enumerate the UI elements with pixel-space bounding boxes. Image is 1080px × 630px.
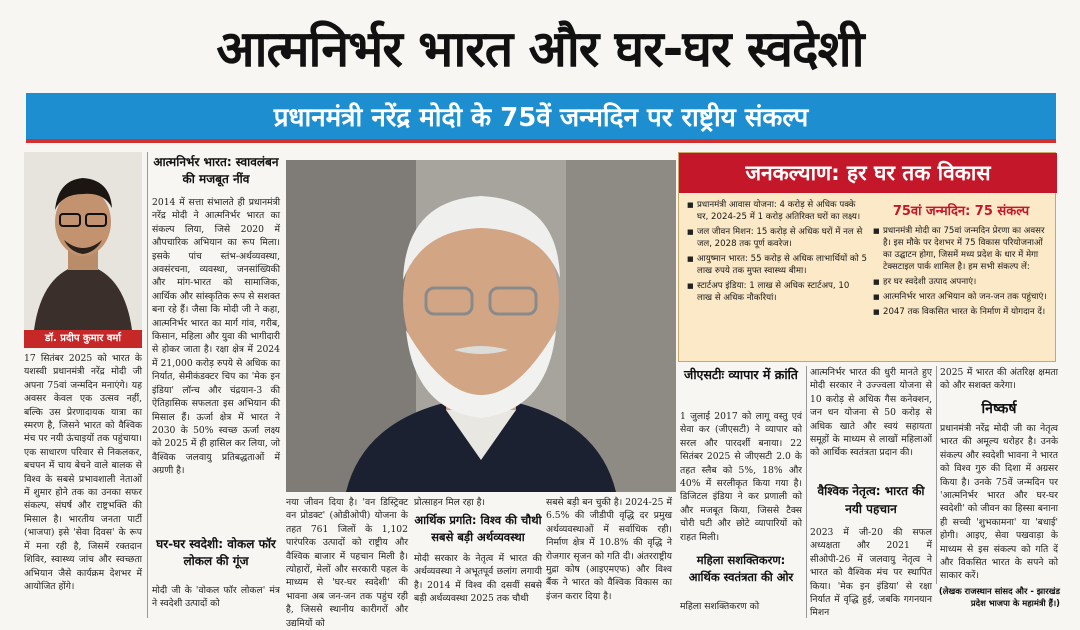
birthday-pledge-heading: 75वां जन्मदिन: 75 संकल्प — [892, 204, 1030, 219]
column-divider — [936, 366, 937, 584]
swadeshi-continued: नया जीवन दिया है। 'वन डिस्ट्रिक्ट वन प्रोडक्ट' (ओडीओपी) योजना के तहत 761 जिलों के 1,102 पारंपरिक उत्पादों को राष्ट्रीय और वैश्विक बाजार में पहचान मिली है। त्योहारों, मेलों और सरकारी पहल के माध्यम से 'घर-घर स्वदेशी' की भावना अब जन-जन तक पहुंच रही है, जिससे स्थानीय कारीगरों और उद्यमियों को — [286, 497, 408, 629]
welfare-list — [687, 199, 867, 359]
author-caption: डॉ. प्रदीप कुमार वर्मा — [24, 330, 142, 348]
sub-banner: प्रधानमंत्री नरेंद्र मोदी के 75वें जन्मदिन पर राष्ट्रीय संकल्प — [26, 93, 1056, 143]
swadeshi-body: मोदी जी के 'वोकल फॉर लोकल' मंत्र ने स्वदेशी उत्पादों को — [152, 585, 280, 610]
author-bio-column: 17 सितंबर 2025 को भारत के यशस्वी प्रधानमंत्री नरेंद्र मोदी जी अपना 75वां जन्मदिन मनाएंगे। यह अवसर केवल एक उत्सव नहीं, बल्कि उस प्रेरणादायक यात्रा का स्मरण है, जिसने भारत को वैश्विक मंच पर नयी ऊंचाइयों तक पहुंचाया। एक साधारण परिवार से निकलकर, बचपन में चाय बेचने वाले बालक से विश्व के सबसे प्रभावशाली नेताओं में शुमार होने तक का उनका सफर संकल्प, संघर्ष और राष्ट्रभक्ति की मिसाल है। भारतीय जनता पार्टी (भाजपा) इसे 'सेवा दिवस' के रूप में मना रही है, जिसमें रक्तदान शिविर, स्वास्थ्य जांच और स्वच्छता अभियान जैसे कार्यक्रम देशभर में आयोजित होंगे। — [24, 353, 142, 592]
economy-body: मोदी सरकार के नेतृत्व में भारत की अर्थव्यवस्था ने अभूतपूर्व छलांग लगायी है। 2014 में विश्व की दसवीं सबसे बड़ी अर्थव्यवस्था 2025 तक चौथी — [414, 553, 542, 605]
pledge-list — [873, 225, 1051, 359]
space-body: 2025 में भारत की अंतरिक्ष क्षमता को और सशक्त करेगा। — [940, 367, 1058, 392]
section-heading-women: महिला सशक्तिकरण: आर्थिक स्वतंत्रता की ओर — [688, 553, 794, 584]
global-body: 2023 में जी-20 की सफल अध्यक्षता और 2021 में सीओपी-26 में जलवायु नेतृत्व ने भारत को वैश्विक मंच पर स्थापित किया। 'मेक इन इंडिया' से रक्षा निर्यात में वृद्धि हुई, जबकि गगनयान मिशन — [810, 527, 932, 619]
economy-continued: सबसे बड़ी बन चुकी है। 2024-25 में 6.5% की जीडीपी वृद्धि दर प्रमुख अर्थव्यवस्थाओं में सर्वाधिक रही। निर्माण क्षेत्र में 10.8% की वृद्धि ने रोजगार सृजन को गति दी। अंतरराष्ट्रीय मुद्रा कोष (आइएमएफ) और विश्व बैंक ने भारत को वैश्विक विकास का इंजन करार दिया है। — [546, 497, 672, 602]
pm-photo — [286, 160, 676, 492]
gst-body: 1 जुलाई 2017 को लागू वस्तु एवं सेवा कर (जीएसटी) ने व्यापार को सरल और पारदर्शी बनाया। 22 सितंबर 2025 से जीएसटी 2.0 के तहत स्लैब को 5%, 18% और 40% में सरलीकृत किया गया है। डिजिटल इंडिया ने कर प्रणाली को और मजबूत किया, जिससे टैक्स चोरी घटी और छोटे व्यापारियों को राहत मिली। — [680, 411, 802, 543]
section-heading-conclusion: निष्कर्ष — [981, 401, 1017, 417]
pledge-item: ■ प्रधानमंत्री मोदी का 75वां जन्मदिन प्रेरणा का अवसर है। इस मौके पर देशभर में 75 विकास परियोजनाओं का उद्घाटन होगा, जिसमें मध्य प्रदेश के धार में मेगा टेक्सटाइल पार्क शामिल है। हम सभी संकल्प लें: — [873, 225, 1051, 273]
welfare-item: ■ जल जीवन मिशन: 15 करोड़ से अधिक घरों में नल से जल, 2028 तक पूर्ण कवरेज। — [687, 226, 867, 250]
economy-lead-in: प्रोत्साहन मिल रहा है। — [414, 497, 486, 508]
pledge-item: ■ आत्मनिर्भर भारत अभियान को जन-जन तक पहुंचाएं। — [873, 291, 1051, 303]
welfare-item: ■ प्रधानमंत्री आवास योजना: 4 करोड़ से अधिक पक्के घर, 2024-25 में 1 करोड़ अतिरिक्त घरों का लक्ष्य। — [687, 199, 867, 223]
section-heading-gst: जीएसटीः व्यापार में क्रांति — [684, 367, 798, 382]
page-headline: आत्मनिर्भर भारत और घर-घर स्वदेशी — [216, 20, 864, 78]
pledge-item: ■ हर घर स्वदेशी उत्पाद अपनाएं। — [873, 276, 1051, 288]
pm-portrait — [286, 160, 676, 492]
section-heading-atmanirbhar: आत्मनिर्भर भारत: स्वावलंबन की मजबूत नींव — [153, 155, 279, 186]
section-heading-global: वैश्विक नेतृत्व: भारत की नयी पहचान — [817, 484, 925, 516]
author-photo — [24, 152, 142, 330]
atmanirbhar-body: 2014 में सत्ता संभालते ही प्रधानमंत्री नरेंद्र मोदी ने आत्मनिर्भर भारत का संकल्प लिया, जिसे 2020 में औपचारिक अभियान का रूप मिला। इसके पांच स्तंभ-अर्थव्यवस्था, अवसंरचना, व्यवस्था, जनसांख्यिकी और मांग-भारत को सामाजिक, आर्थिक और सांस्कृतिक रूप से सशक्त बना रहे हैं। जैसा कि मोदी जी ने कहा, आत्मनिर्भर भारत का मार्ग गांव, गरीब, किसान, महिला और युवा की भागीदारी से होकर जाता है। रक्षा क्षेत्र में 2024 में 21,000 करोड़ रुपये से अधिक का निर्यात, सेमीकंडक्टर चिप का 'मेक इन इंडिया' लॉन्च और चंद्रयान-3 की ऐतिहासिक सफलता इस अभियान की मिसाल हैं। ऊर्जा क्षेत्र में भारत ने 2030 के 50% स्वच्छ ऊर्जा लक्ष्य को 2025 में ही हासिल कर लिया, जो वैश्विक जलवायु प्रतिबद्धताओं में अग्रणी है। — [152, 197, 280, 477]
author-portrait — [24, 152, 142, 330]
section-heading-swadeshi: घर-घर स्वदेशी: वोकल फॉर लोकल की गूंज — [156, 537, 276, 568]
women-continued: आत्मनिर्भर भारत की धुरी मानते हुए मोदी सरकार ने उज्ज्वला योजना से 10 करोड़ से अधिक गैस कनेक्शन, जन धन योजना से 50 करोड़ से अधिक खाते और स्वयं सहायता समूहों के माध्यम से लाखों महिलाओं को आर्थिक स्वतंत्रता प्रदान की। — [810, 367, 932, 459]
column-divider — [147, 152, 148, 618]
welfare-box-title: जनकल्याण: हर घर तक विकास — [679, 153, 1057, 193]
pledge-item: ■ 2047 तक विकसित भारत के निर्माण में योगदान दें। — [873, 306, 1051, 318]
welfare-box — [678, 152, 1056, 362]
welfare-item: ■ आयुष्मान भारत: 55 करोड़ से अधिक लाभार्थियों को 5 लाख रुपये तक मुफ्त स्वास्थ्य बीमा। — [687, 253, 867, 277]
author-credit: (लेखक राजस्थान सांसद और - झारखंड प्रदेश भाजपा के महामंत्री हैं।) — [938, 586, 1060, 608]
welfare-item: ■ स्टार्टअप इंडिया: 1 लाख से अधिक स्टार्टअप, 10 लाख से अधिक नौकरियां। — [687, 280, 867, 304]
women-body: महिला सशक्तिकरण को — [680, 601, 760, 612]
column-divider — [806, 366, 807, 618]
section-heading-economy: आर्थिक प्रगति: विश्व की चौथी सबसे बड़ी अर्थव्यवस्था — [414, 513, 542, 544]
conclusion-body: प्रधानमंत्री नरेंद्र मोदी जी का नेतृत्व भारत की अमूल्य धरोहर है। उनके संकल्प और स्वदेशी भावना ने भारत को विश्व गुरु की दिशा में अग्रसर किया है। उनके 75वें जन्मदिन पर 'आत्मनिर्भर भारत और घर-घर स्वदेशी' को जीवन का हिस्सा बनाना ही सच्ची 'शुभकामना' या 'बधाई' होगी। आइए, सेवा पखवाड़ा के माध्यम से इस संकल्प को गति दें और विकसित भारत के सपने को साकार करें। — [940, 423, 1058, 582]
